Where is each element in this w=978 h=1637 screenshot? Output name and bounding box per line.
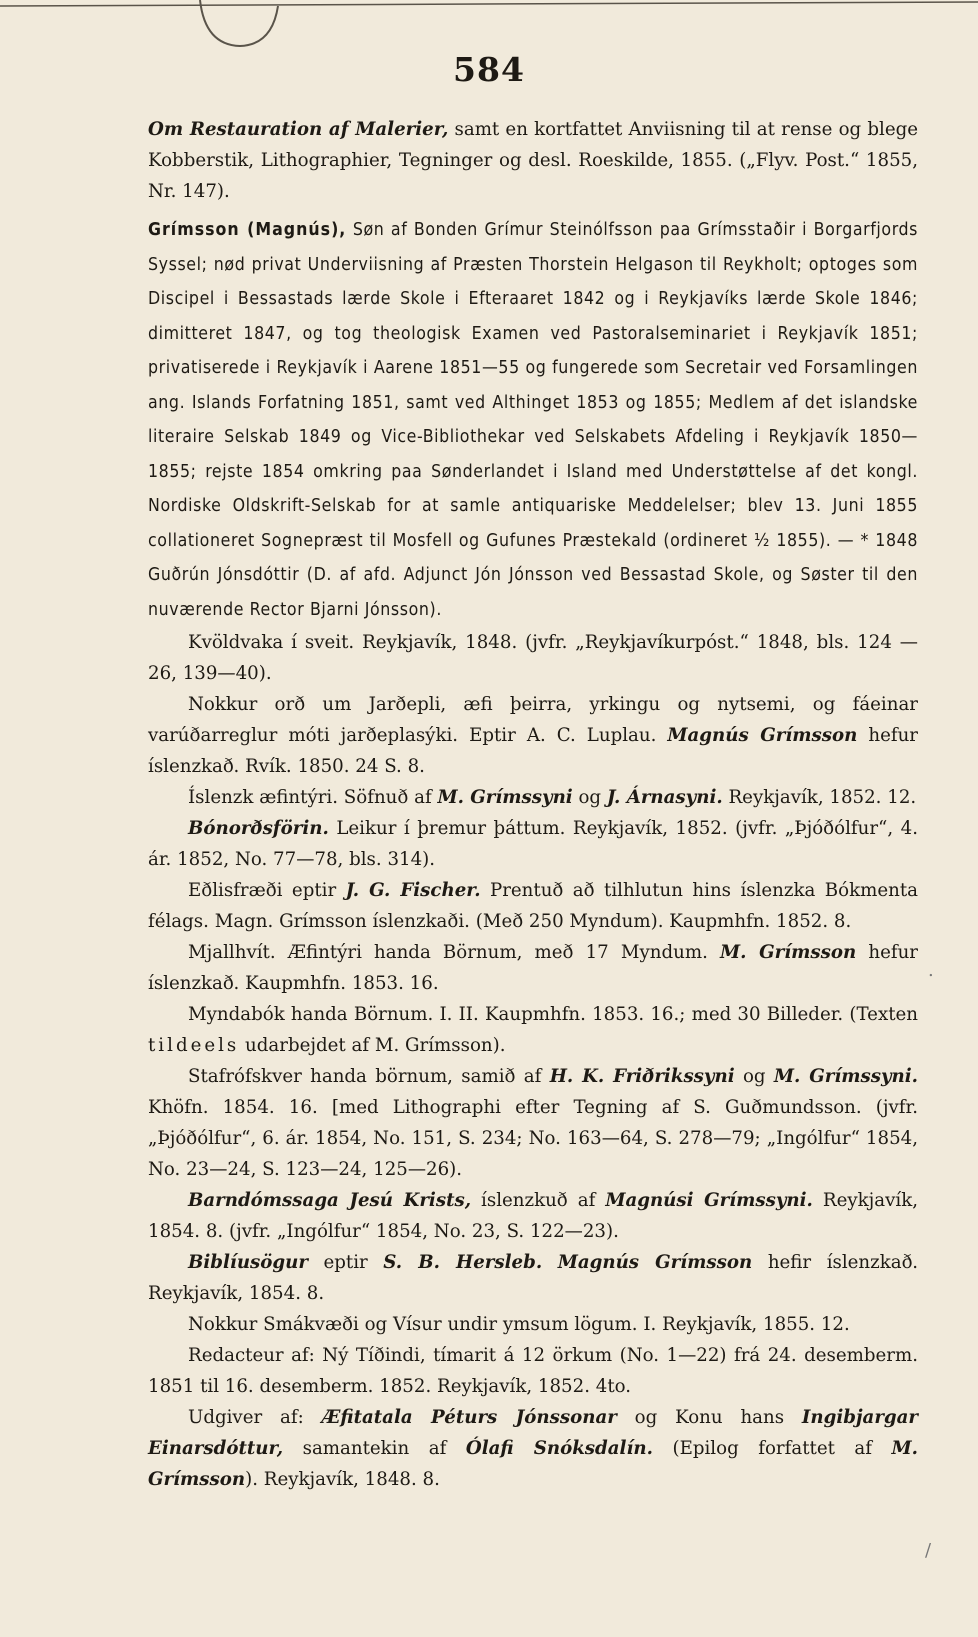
work-text: Khöfn. 1854. 16. [med Lithographi efter Tegning af S. Guðmundsson. (jvfr. „Þjóðólfur“, 6. ár. 1854, No. 151, S. 234; No. 163—64, S. 278—79; „Ingólfur“ 1854, No. 23—24, S. 123—24, 125—26). [148,1097,918,1180]
work-text: í sveit. Reykjavík, 1848. (jvfr. „Reykjavíkurpóst.“ 1848, bls. 124 —26, 139—40). [148,632,918,684]
work-emphasis: Magn. Grímsson [214,911,367,932]
work-text [542,1252,558,1273]
work-entry [148,689,918,782]
work-text: handa börnum, samið af [301,1066,550,1087]
work-emphasis: Ingibjargar Einarsdóttur, [148,1407,918,1459]
work-text: Prentuð að tilhlutun hins íslenzka Bókmenta félags. [148,880,918,932]
work-emphasis: Bónorðsförin. [188,818,329,839]
biography-paragraph [148,213,918,627]
works-list [148,627,918,1495]
work-entry [148,937,918,999]
work-entry [148,1340,918,1402]
work-entry [148,1247,918,1309]
work-text: hefir íslenzkað. Reykjavík, 1854. 8. [148,1252,918,1304]
margin-mark: / [925,1540,932,1561]
work-text: Redacteur af: [188,1345,323,1366]
top-entry-text: samt en kortfattet Anviisning til at rense og blege Kobberstik, Lithographier, Tegninger og desl. Roeskilde, 1855. („Flyv. Post.“ 1855, Nr. 147). [148,119,918,202]
work-text: íslenzkaði. (Með 250 Myndum). Kaupmhfn. 1852. 8. [366,911,852,932]
work-entry [148,1402,918,1495]
work-emphasis: um Jarðepli, [322,694,447,715]
work-emphasis: Barndómssaga Jesú Krists, [188,1190,472,1211]
work-text: Söfnuð af [338,787,438,808]
top-entry [148,114,918,207]
work-emphasis: Eðlisfræði [188,880,283,901]
work-emphasis: M. Grímsson [720,942,857,963]
work-emphasis: Íslenzk æfintýri. [188,787,339,808]
work-emphasis: H. K. Friðrikssyni [549,1066,735,1087]
work-emphasis: Smákvæði og Vísur [263,1314,442,1335]
work-emphasis: Magnús Grímsson [557,1252,753,1273]
work-emphasis: S. B. Hersleb. [383,1252,543,1273]
work-text: eptir [282,880,346,901]
biography-text: Søn af Bonden Grímur Steinólfsson paa Grímsstaðir i Borgarfjords Syssel; nød privat Underviisning af Præsten Thorstein Helgason til Reykholt; optoges som Discipel i Bessastads lærde Skole i Efteraaret 1842 og i Reykjavíks lærde Skole 1846; dimitteret 1847, og tog theologisk Examen ved Pastoralseminariet i Reykjavík 1851; privatiserede i Reykjavík i Aarene 1851—55 og fungerede som Secretair ved Forsamlingen ang. Islands Forfatning 1851, samt ved Althinget 1853 og 1855; Medlem af det islandske literaire Selskab 1849 og Vice-Bibliothekar ved Selskabets Afdeling i Reykjavík 1850—1855; rejste 1854 omkring paa Sønderlandet i Island med Understøttelse af det kongl. Nordiske Oldskrift-Selskab for at samle antiquariske Meddelelser; blev 13. Juni 1855 collationeret Sognepræst til Mosfell og Gufunes Præstekald (ordineret ½ 1855). — * 1848 Guðrún Jónsdóttir (D. af afd. Adjunct Jón Jónsson ved Bessastad Skole, og Søster til den nuværende Rector Bjarni Jónsson). [148,220,918,620]
work-text: Nokkur [188,1314,264,1335]
margin-mark: . [928,960,934,981]
work-text: hefur íslenzkað. Rvík. 1850. 24 S. 8. [148,725,918,777]
work-emphasis: Biblíusögur [188,1252,308,1273]
work-text: hefur íslenzkað. Kaupmhfn. 1853. 16. [148,942,918,994]
work-emphasis: Mjallhvít. [188,942,276,963]
work-emphasis: Myndabók [188,1004,285,1025]
work-text: íslenzkuð af [471,1190,606,1211]
work-text: ). Reykjavík, 1848. 8. [245,1469,440,1490]
page-number: 584 [453,50,525,89]
work-entry [148,813,918,875]
work-text: Leikur í þremur þáttum. Reykjavík, 1852. (jvfr. „Þjóðólfur“, 4. ár. 1852, No. 77—78, bls. 314). [148,818,918,870]
work-text: Æfintýri handa Börnum, með 17 Myndum. [275,942,720,963]
work-emphasis: J. Árnasyni. [606,787,723,808]
work-text: samantekin af [283,1438,466,1459]
work-text: undir ymsum lögum. I. Reykjavík, 1855. 12. [441,1314,850,1335]
work-emphasis: Ólafi Snóksdalín. [465,1438,653,1459]
work-emphasis: J. G. Fischer. [345,880,481,901]
work-text: (Epilog forfattet af [652,1438,892,1459]
work-text: og Konu hans [616,1407,802,1428]
work-emphasis: Kvöldvaka [188,632,284,653]
work-text: eptir [307,1252,384,1273]
work-text: Reykjavík, 1852. 12. [722,787,917,808]
work-emphasis: Stafrófskver [188,1066,302,1087]
biography-name: Grímsson (Magnús), [148,220,347,240]
work-entry [148,782,918,813]
work-emphasis: Magnús Grímsson [667,725,858,746]
work-entry [148,1309,918,1340]
work-entry [148,1061,918,1185]
work-emphasis: Magnúsi Grímssyni. [605,1190,813,1211]
work-text: handa Börnum. I. II. Kaupmhfn. 1853. 16.; med 30 Billeder. (Texten [284,1004,918,1025]
work-entry [148,999,918,1061]
work-emphasis: M. Grímssyni. [773,1066,918,1087]
work-entry [148,627,918,689]
work-entry [148,875,918,937]
work-emphasis: tildeels [148,1035,240,1056]
work-text: Udgiver af: [188,1407,322,1428]
work-emphasis: M. Grímsson [148,1438,919,1490]
work-text: æfi þeirra, yrkingu og nytsemi, og fáeinar varúðarreglur móti jarðeplasýki. Eptir [148,694,918,746]
work-text: Nokkur orð [188,694,323,715]
work-text: og [734,1066,774,1087]
top-entry-title: Om Restauration af Malerier, [148,119,449,140]
work-text: og [572,787,607,808]
work-text: Reykjavík, 1854. 8. (jvfr. „Ingólfur“ 1854, No. 23, S. 122—23). [148,1190,919,1242]
work-emphasis: Æfitatala Péturs Jónssonar [321,1407,617,1428]
work-text [656,725,667,746]
work-emphasis: Ný Tíðindi, [322,1345,426,1366]
work-emphasis: A. C. Luplau. [526,725,657,746]
work-emphasis: M. Grímssyni [437,787,573,808]
work-text: udarbejdet af M. Grímsson). [239,1035,506,1056]
work-text: tímarit á 12 örkum (No. 1—22) frá 24. desemberm. 1851 til 16. desemberm. 1852. Reykjavík, 1852. 4to. [148,1345,919,1397]
work-entry [148,1185,918,1247]
page-body [148,114,918,1495]
